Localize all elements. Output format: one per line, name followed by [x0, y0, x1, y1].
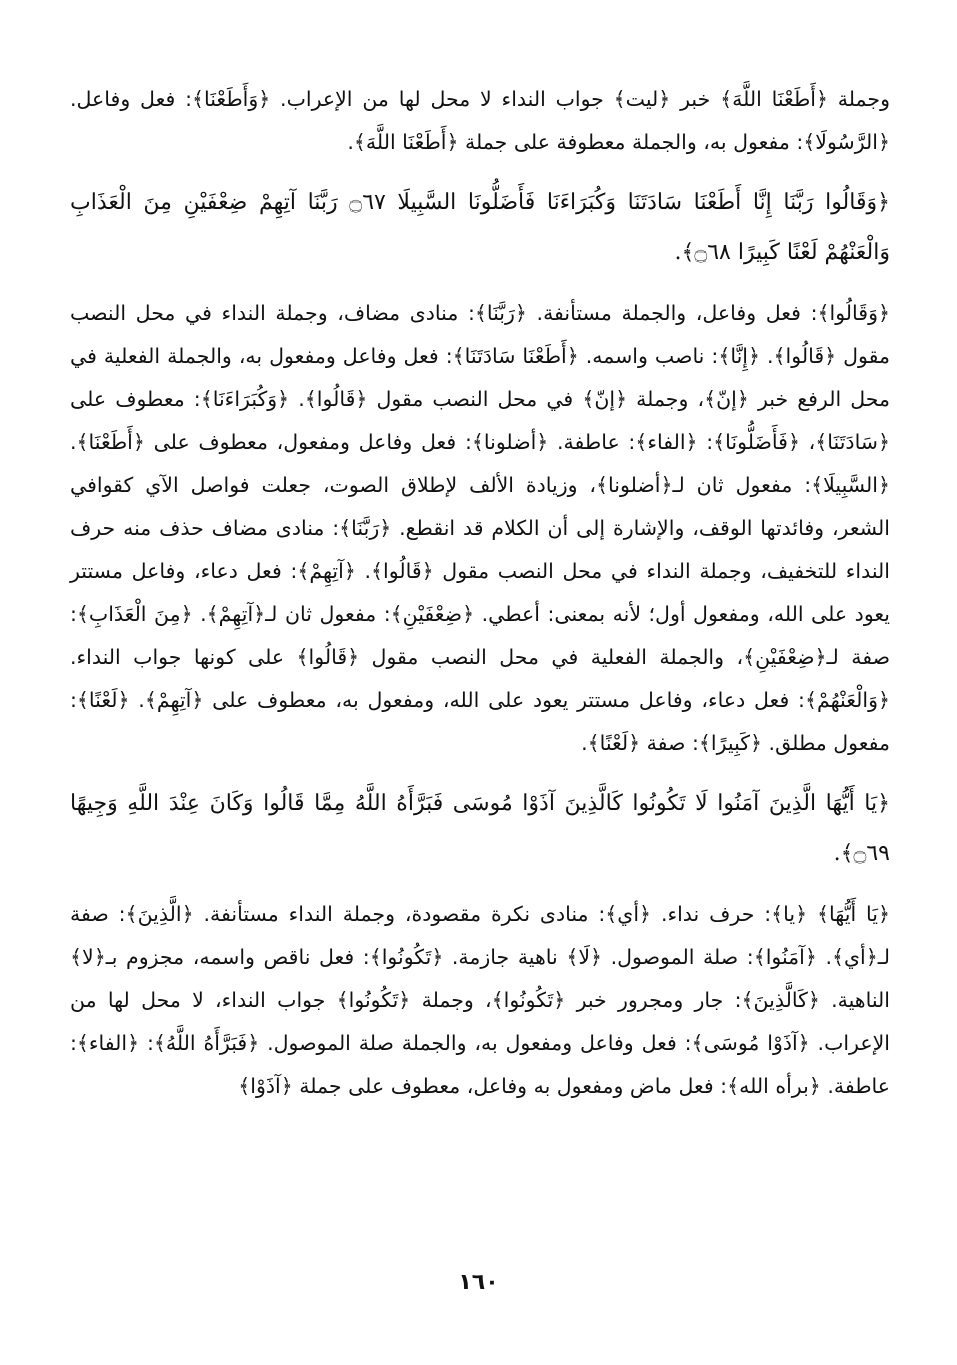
page-body — [70, 78, 890, 1108]
page-number: ١٦٠ — [458, 1270, 499, 1295]
commentary-paragraph-3: ﴿يَا أَيُّهَا﴾ ﴿يا﴾: حرف نداء. ﴿أي﴾: منادى نكرة مقصودة، وجملة النداء مستأنفة. ﴿الَّذِينَ﴾: صفة لـ﴿أي﴾. ﴿آمَنُوا﴾: صلة الموصول. ﴿لَا﴾ ناهية جازمة. ﴿تَكُونُوا﴾: فعل ناقص واسمه، مجزوم بـ﴿لا﴾ الناهية. ﴿كَالَّذِينَ﴾: جار ومجرور خبر ﴿تَكُونُوا﴾، وجملة ﴿تَكُونُوا﴾ جواب النداء، لا محل لها من الإعراب. ﴿آذَوْا مُوسَى﴾: فعل وفاعل ومفعول به، والجملة صلة الموصول. ﴿فَبَرَّأَهُ اللَّهُ﴾: ﴿الفاء﴾: عاطفة. ﴿برأه الله﴾: فعل ماض ومفعول به وفاعل، معطوف على جملة ﴿آذَوْا﴾ — [70, 902, 890, 1098]
quran-verse-69: ﴿يَا أَيُّهَا الَّذِينَ آمَنُوا لَا تَكُونُوا كَالَّذِينَ آذَوْا مُوسَى فَبَرَّأَهُ اللَّهُ مِمَّا قَالُوا وَكَانَ عِنْدَ اللَّهِ وَجِيهًا ۝٦٩﴾. — [70, 791, 890, 866]
commentary-paragraph-2: ﴿وَقَالُوا﴾: فعل وفاعل، والجملة مستأنفة. ﴿رَبَّنَا﴾: منادى مضاف، وجملة النداء في محل النصب مقول ﴿قَالُوا﴾. ﴿إِنَّا﴾: ناصب واسمه. ﴿أَطَعْنَا سَادَتَنَا﴾: فعل وفاعل ومفعول به، والجملة الفعلية في محل الرفع خبر ﴿إنّ﴾، وجملة ﴿إنّ﴾ في محل النصب مقول ﴿قَالُوا﴾. ﴿وَكُبَرَاءَنَا﴾: معطوف على ﴿سَادَتَنَا﴾، ﴿فَأَضَلُّونَا﴾: ﴿الفاء﴾: عاطفة. ﴿أضلونا﴾: فعل وفاعل ومفعول، معطوف على ﴿أَطَعْنَا﴾. ﴿السَّبِيلَا﴾: مفعول ثان لـ﴿أضلونا﴾، وزيادة الألف لإطلاق الصوت، جعلت فواصل الآي كقوافي الشعر، وفائدتها الوقف، والإشارة إلى أن الكلام قد انقطع. ﴿رَبَّنَا﴾: منادى مضاف حذف منه حرف النداء للتخفيف، وجملة النداء في محل النصب مقول ﴿قَالُوا﴾. ﴿آتِهِمْ﴾: فعل دعاء، وفاعل مستتر يعود على الله، ومفعول أول؛ لأنه بمعنى: أعطي. ﴿ضِعْفَيْنِ﴾: مفعول ثان لـ﴿آتِهِمْ﴾. ﴿مِنَ الْعَذَابِ﴾: صفة لـ﴿ضِعْفَيْنِ﴾، والجملة الفعلية في محل النصب مقول ﴿قَالُوا﴾ على كونها جواب النداء. ﴿وَالْعَنْهُمْ﴾: فعل دعاء، وفاعل مستتر يعود على الله، ومفعول به، معطوف على ﴿آتِهِمْ﴾. ﴿لَعْنًا﴾: مفعول مطلق. ﴿كَبِيرًا﴾: صفة ﴿لَعْنًا﴾. — [70, 301, 890, 755]
commentary-paragraph-1: وجملة ﴿أَطَعْنَا اللَّهَ﴾ خبر ﴿ليت﴾ جواب النداء لا محل لها من الإعراب. ﴿وَأَطَعْنَا﴾: فعل وفاعل. ﴿الرَّسُولَا﴾: مفعول به، والجملة معطوفة على جملة ﴿أَطَعْنَا اللَّهَ﴾. — [70, 87, 890, 154]
quran-verse-67-68: ﴿وَقَالُوا رَبَّنَا إِنَّا أَطَعْنَا سَادَتَنَا وَكُبَرَاءَنَا فَأَضَلُّونَا السَّبِيلَا ۝٦٧ رَبَّنَا آتِهِمْ ضِعْفَيْنِ مِنَ الْعَذَابِ وَالْعَنْهُمْ لَعْنًا كَبِيرًا ۝٦٨﴾. — [70, 190, 890, 265]
